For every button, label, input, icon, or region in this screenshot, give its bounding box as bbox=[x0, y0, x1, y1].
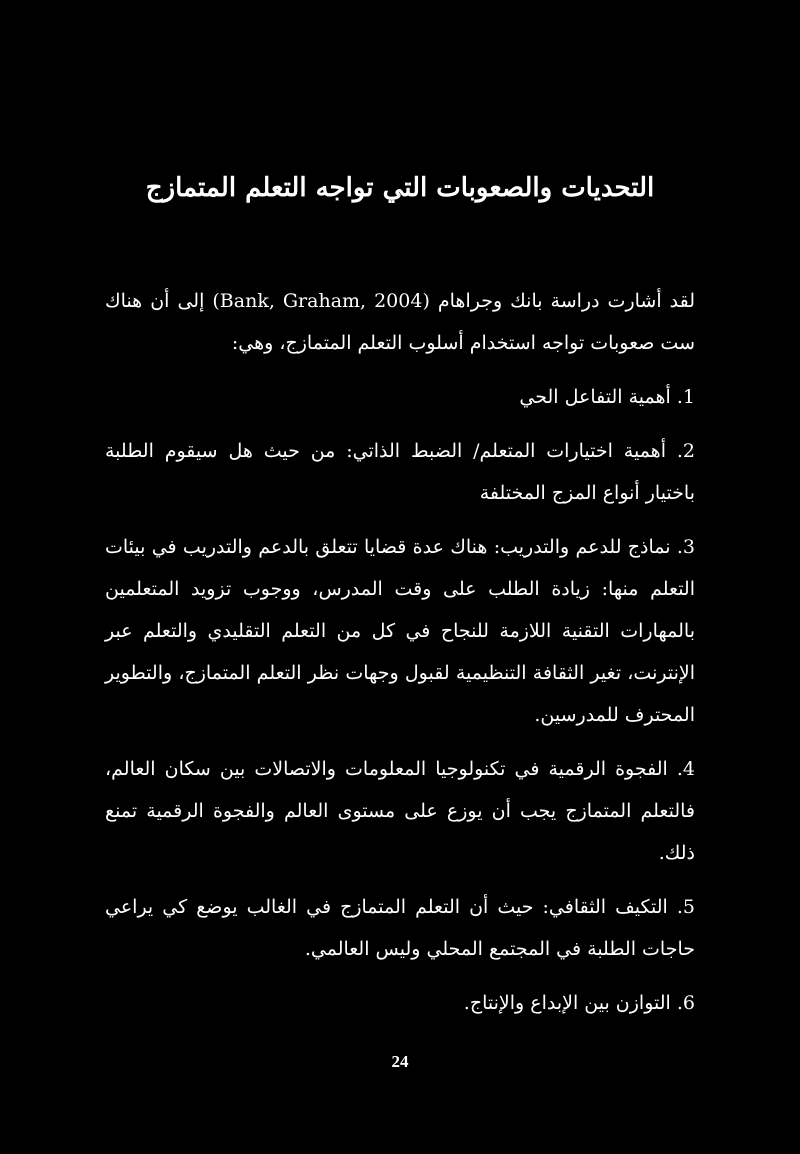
item-number: 5. bbox=[676, 896, 695, 918]
item-text: نماذج للدعم والتدريب: هناك عدة قضايا تتعلق بالدعم والتدريب في بيئات التعلم منها: زيادة الطلب على وقت المدرس، ووجوب تزويد المتعلمين بالمهارات التقنية اللازمة للنجاح في كل من التعلم التقليدي والتعلم عبر الإنترنت، تغير الثقافة التنظيمية لقبول وجهات نظر التعلم المتمازج، والتطوير المحترف للمدرسين. bbox=[105, 536, 695, 726]
item-number: 4. bbox=[676, 758, 695, 780]
item-number: 1. bbox=[676, 386, 695, 408]
item-text: الفجوة الرقمية في تكنولوجيا المعلومات والاتصالات بين سكان العالم، فالتعلم المتمازج يجب أن يوزع على مستوى العالم والفجوة الرقمية تمنع ذلك. bbox=[105, 758, 695, 864]
intro-before: لقد أشارت دراسة بانك وجراهام bbox=[437, 290, 695, 312]
item-number: 6. bbox=[676, 992, 695, 1014]
list-item-2 bbox=[105, 430, 695, 514]
item-text: أهمية التفاعل الحي bbox=[519, 386, 671, 408]
list-item-5 bbox=[105, 886, 695, 970]
list-item-3 bbox=[105, 526, 695, 736]
intro-citation: (Bank, Graham, 2004) bbox=[212, 290, 430, 312]
list-item-6 bbox=[105, 982, 695, 1024]
item-number: 2. bbox=[676, 440, 695, 462]
list-item-4 bbox=[105, 748, 695, 874]
intro-paragraph bbox=[105, 280, 695, 364]
intro-after: إلى أن هناك ست صعوبات تواجه استخدام أسلوب التعلم المتمازج، وهي: bbox=[105, 290, 695, 354]
item-text: التوازن بين الإبداع والإنتاج. bbox=[463, 992, 671, 1014]
list-item-1 bbox=[105, 376, 695, 418]
item-text: التكيف الثقافي: حيث أن التعلم المتمازج في الغالب يوضع كي يراعي حاجات الطلبة في المجتمع المحلي وليس العالمي. bbox=[105, 896, 695, 960]
body-text bbox=[105, 280, 695, 1024]
page-title: التحديات والصعوبات التي تواجه التعلم المتمازج bbox=[145, 173, 655, 203]
item-text: أهمية اختيارات المتعلم/ الضبط الذاتي: من حيث هل سيقوم الطلبة باختيار أنواع المزج المختلفة bbox=[105, 440, 695, 504]
item-number: 3. bbox=[676, 536, 695, 558]
page-number: 24 bbox=[391, 1052, 409, 1071]
